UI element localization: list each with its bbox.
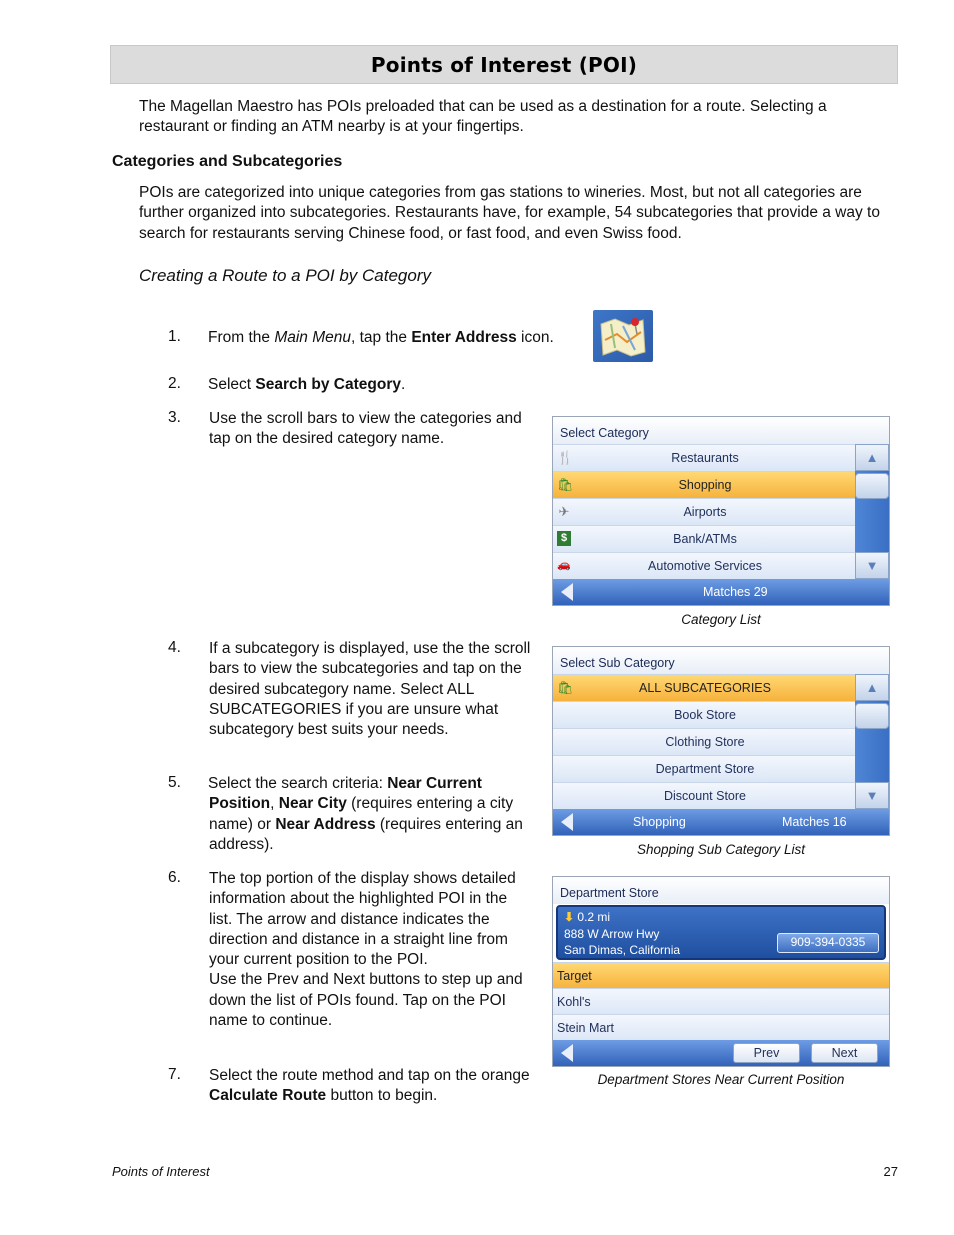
prev-button[interactable]: Prev [733,1043,800,1063]
map-icon [593,310,653,362]
shopping-bag-icon: 🛍 [557,680,574,695]
step-text: Select the search criteria: [208,775,388,792]
step-2-text [208,375,405,395]
scroll-down-button[interactable] [855,552,889,579]
poi-results-screen [552,876,890,1067]
subheading: Creating a Route to a POI by Category [139,266,431,285]
step-text: icon. [516,329,554,346]
scroll-down-button[interactable] [855,782,889,809]
back-arrow-icon[interactable] [561,583,573,601]
phone-button[interactable]: 909-394-0335 [777,933,879,953]
step-number: 7. [168,1066,181,1083]
scroll-up-button[interactable] [855,444,889,471]
row-label: Bank/ATMs [673,532,737,546]
figure-caption: Category List [681,612,761,627]
subcategory-row[interactable] [553,782,857,809]
category-row[interactable] [553,552,857,579]
poi-detail-panel [556,905,886,960]
step-7-text [209,1066,534,1107]
row-label: ALL SUBCATEGORIES [639,681,771,695]
enter-address-text: Enter Address [411,329,517,346]
poi-distance: 0.2 mi [577,910,611,924]
back-arrow-icon[interactable] [561,1044,573,1062]
page-title-banner [110,45,898,84]
triangle-up-icon: ▲ [865,680,879,695]
step-number: 1. [168,328,181,345]
matches-count: Matches 29 [703,585,768,599]
category-row-selected[interactable] [553,471,857,498]
row-label: Department Store [655,762,755,776]
step-number: 2. [168,375,181,392]
matches-count: Matches 16 [782,815,847,829]
back-arrow-icon[interactable] [561,813,573,831]
step-text: (requires entering an address). [209,815,523,853]
scroll-up-button[interactable] [855,674,889,701]
distance-line [564,909,610,926]
figure-caption: Shopping Sub Category List [636,842,806,857]
row-label: Automotive Services [648,559,762,573]
screen-header: Select Sub Category [553,647,889,674]
step-text: button to begin. [326,1087,438,1105]
near-address-text: Near Address [275,815,376,833]
screen-footer-bar [553,1040,889,1067]
poi-row-selected[interactable] [553,962,889,989]
screen-header: Department Store [553,877,889,904]
poi-row[interactable] [553,1014,889,1041]
step-number: 3. [168,409,181,426]
scroll-thumb[interactable] [855,703,889,729]
step-1-text [208,328,554,348]
category-row[interactable] [553,444,857,471]
main-menu-text: Main Menu [274,329,352,346]
sub-category-list-screen [552,646,890,836]
row-label: Kohl's [557,995,591,1009]
row-label: Airports [683,505,727,519]
enter-address-map-icon [593,310,653,362]
category-row[interactable] [553,498,857,525]
row-label: Shopping [678,478,732,492]
triangle-down-icon: ▼ [865,558,879,573]
step-text: , tap the [351,329,412,346]
step-5-text [209,774,534,855]
row-label: Clothing Store [665,735,745,749]
intro-paragraph: The Magellan Maestro has POIs preloaded that can be used as a destination for a route. Selecting a restaurant or finding an ATM nearby is at your fingertips. [139,98,827,136]
near-current-position-text: Near Current Position [209,775,482,813]
poi-address-line2: San Dimas, California [564,943,681,957]
subcategory-row[interactable] [553,755,857,782]
row-label: Stein Mart [557,1021,614,1035]
step-text: Use the Prev and Next buttons to step up and down the list of POIs found. Tap on the POI name to continue. [209,971,523,1030]
triangle-up-icon: ▲ [865,450,879,465]
step-text: , [270,795,279,813]
airplane-icon: ✈ [558,504,570,519]
step-number: 6. [168,869,181,886]
row-label: Discount Store [664,789,746,803]
scroll-thumb[interactable] [855,473,889,499]
dollar-icon: $ [557,531,571,546]
section-paragraph: POIs are categorized into unique categories from gas stations to wineries. Most, but not all categories are further organized into subcategories. Restaurants have, for example, 54 subcategories that provide a way to search for restaurants serving Chinese food, or fast food, and even Swiss food. [139,184,880,242]
step-number: 4. [168,639,181,656]
current-category: Shopping [633,815,686,829]
step-text: Select [208,376,256,393]
category-list-screen [552,416,890,606]
step-text: The top portion of the display shows detailed information about the highlighted POI in the list. The arrow and distance indicates the direction and distance in a straight line from your current position to the POI. [209,870,516,969]
footer-section-name: Points of Interest [112,1164,210,1179]
poi-row[interactable] [553,988,889,1015]
direction-arrow-icon: ⬇ [564,910,575,924]
section-heading: Categories and Subcategories [112,153,343,170]
screen-footer-bar [553,809,889,836]
step-text: From the [208,329,275,346]
car-icon: 🚗 [557,559,571,571]
screen-header: Select Category [553,417,889,444]
step-3-text: Use the scroll bars to view the categories and tap on the desired category name. [209,410,522,448]
step-4-text: If a subcategory is displayed, use the the scroll bars to view the subcategories and tap on the desired subcategory name. Select ALL SUBCATEGORIES if you are unsure what subcategory best suits your needs. [209,640,531,739]
step-text: Select the route method and tap on the orange [209,1067,530,1084]
next-button[interactable]: Next [811,1043,878,1063]
subcategory-row-selected[interactable] [553,674,857,701]
row-label: Target [557,969,592,983]
row-label: Restaurants [671,451,739,465]
search-by-category-text: Search by Category [255,376,401,393]
row-label: Book Store [674,708,736,722]
fork-knife-icon: 🍴 [557,450,574,465]
screen-footer-bar [553,579,889,606]
poi-address-line1: 888 W Arrow Hwy [564,927,660,941]
shopping-bag-icon: 🛍 [557,477,574,492]
page-number: 27 [883,1164,898,1179]
page-title: Points of Interest (POI) [370,52,638,77]
step-text: (requires entering a city name) or [209,795,514,833]
subcategory-row[interactable] [553,701,857,728]
category-row[interactable] [553,525,857,552]
subcategory-row[interactable] [553,728,857,755]
triangle-down-icon: ▼ [865,788,879,803]
calculate-route-text: Calculate Route [209,1087,327,1105]
near-city-text: Near City [278,795,347,813]
figure-caption: Department Stores Near Current Position [597,1072,845,1087]
step-6-text [209,869,534,1031]
step-text: . [400,376,406,393]
step-number: 5. [168,774,181,791]
